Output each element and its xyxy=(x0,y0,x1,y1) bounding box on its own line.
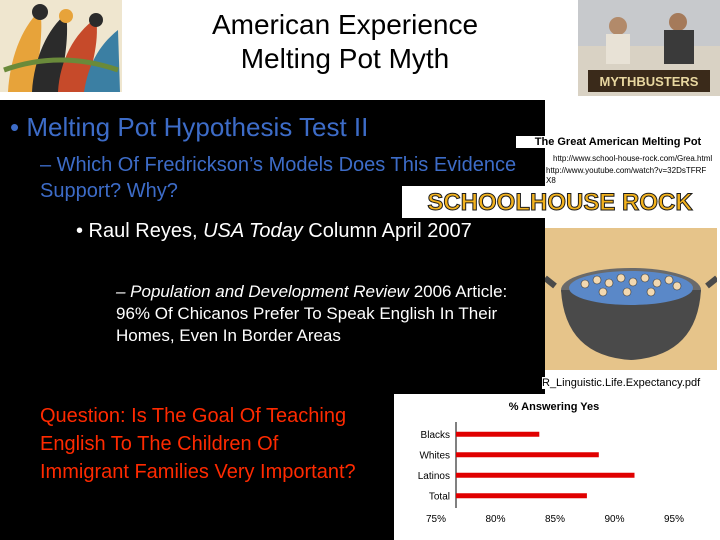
chart-bar-whites xyxy=(456,452,599,457)
melting-pot-heading: The Great American Melting Pot xyxy=(516,136,720,148)
pdr-rest: 2006 Article: 96% Of Chicanos Prefer To Speak English In Their Homes, Even In Border Areas xyxy=(116,282,508,345)
chart-tick-label: 95% xyxy=(663,514,685,525)
mythbusters-photo xyxy=(578,0,720,96)
pdf-filename[interactable]: R_Linguistic.Life.Expectancy.pdf xyxy=(542,377,720,389)
sub-bullet-pdr-article xyxy=(116,281,526,347)
chart-title: % Answering Yes xyxy=(508,401,600,413)
bullet-raul-reyes-post: Column April 2007 xyxy=(302,220,472,242)
chart-tick-label: 90% xyxy=(604,514,625,525)
slide-title-line2: Melting Pot Myth xyxy=(240,43,450,74)
schoolhouse-rock-logo xyxy=(402,186,718,218)
slide-title xyxy=(150,8,540,76)
chart-tick-label: 75% xyxy=(425,514,447,525)
question-text: Question: Is The Goal Of Teaching English To The Children Of Immigrant Families Very Important? xyxy=(40,405,356,483)
mythbusters-logo-text: MYTHBUSTERS xyxy=(599,74,699,89)
youtube-link[interactable]: http://www.youtube.com/watch?v=32DsTFRF X8 xyxy=(546,166,707,185)
chart-bar-total xyxy=(456,493,587,498)
chart-category-label-whites: Whites xyxy=(419,450,450,462)
usa-today-italic: USA Today xyxy=(203,220,303,242)
schoolhouse-rock-text: SCHOOLHOUSE ROCK xyxy=(427,189,693,216)
chart-category-label-latinos: Latinos xyxy=(417,470,450,482)
melting-pot-illustration xyxy=(545,228,717,370)
sub-bullet-question-models: – Which Of Fredrickson’s Models Does This Evidence Support? Why? xyxy=(40,154,517,202)
bullet-raul-reyes xyxy=(76,218,526,244)
chart-category-label-blacks: Blacks xyxy=(420,429,450,441)
answering-yes-chart xyxy=(394,394,714,540)
chart-tick-label: 85% xyxy=(544,514,566,525)
pdr-italic: – Population and Development Review xyxy=(116,282,409,301)
bullet-raul-reyes-pre: • Raul Reyes, xyxy=(76,220,204,242)
slide-title-line1: American Experience xyxy=(211,9,479,40)
melting-pot-art-logo xyxy=(0,0,122,92)
chart-bar-latinos xyxy=(456,473,635,478)
chart-tick-label: 80% xyxy=(485,514,506,525)
chart-category-label-total: Total xyxy=(428,491,450,503)
mythbusters-image xyxy=(578,0,720,96)
chart-bar-blacks xyxy=(456,432,539,437)
schoolhouse-rock-link[interactable]: http://www.school-house-rock.com/Grea.html xyxy=(553,154,713,163)
bullet-hypothesis-test: • Melting Pot Hypothesis Test II xyxy=(10,112,369,142)
